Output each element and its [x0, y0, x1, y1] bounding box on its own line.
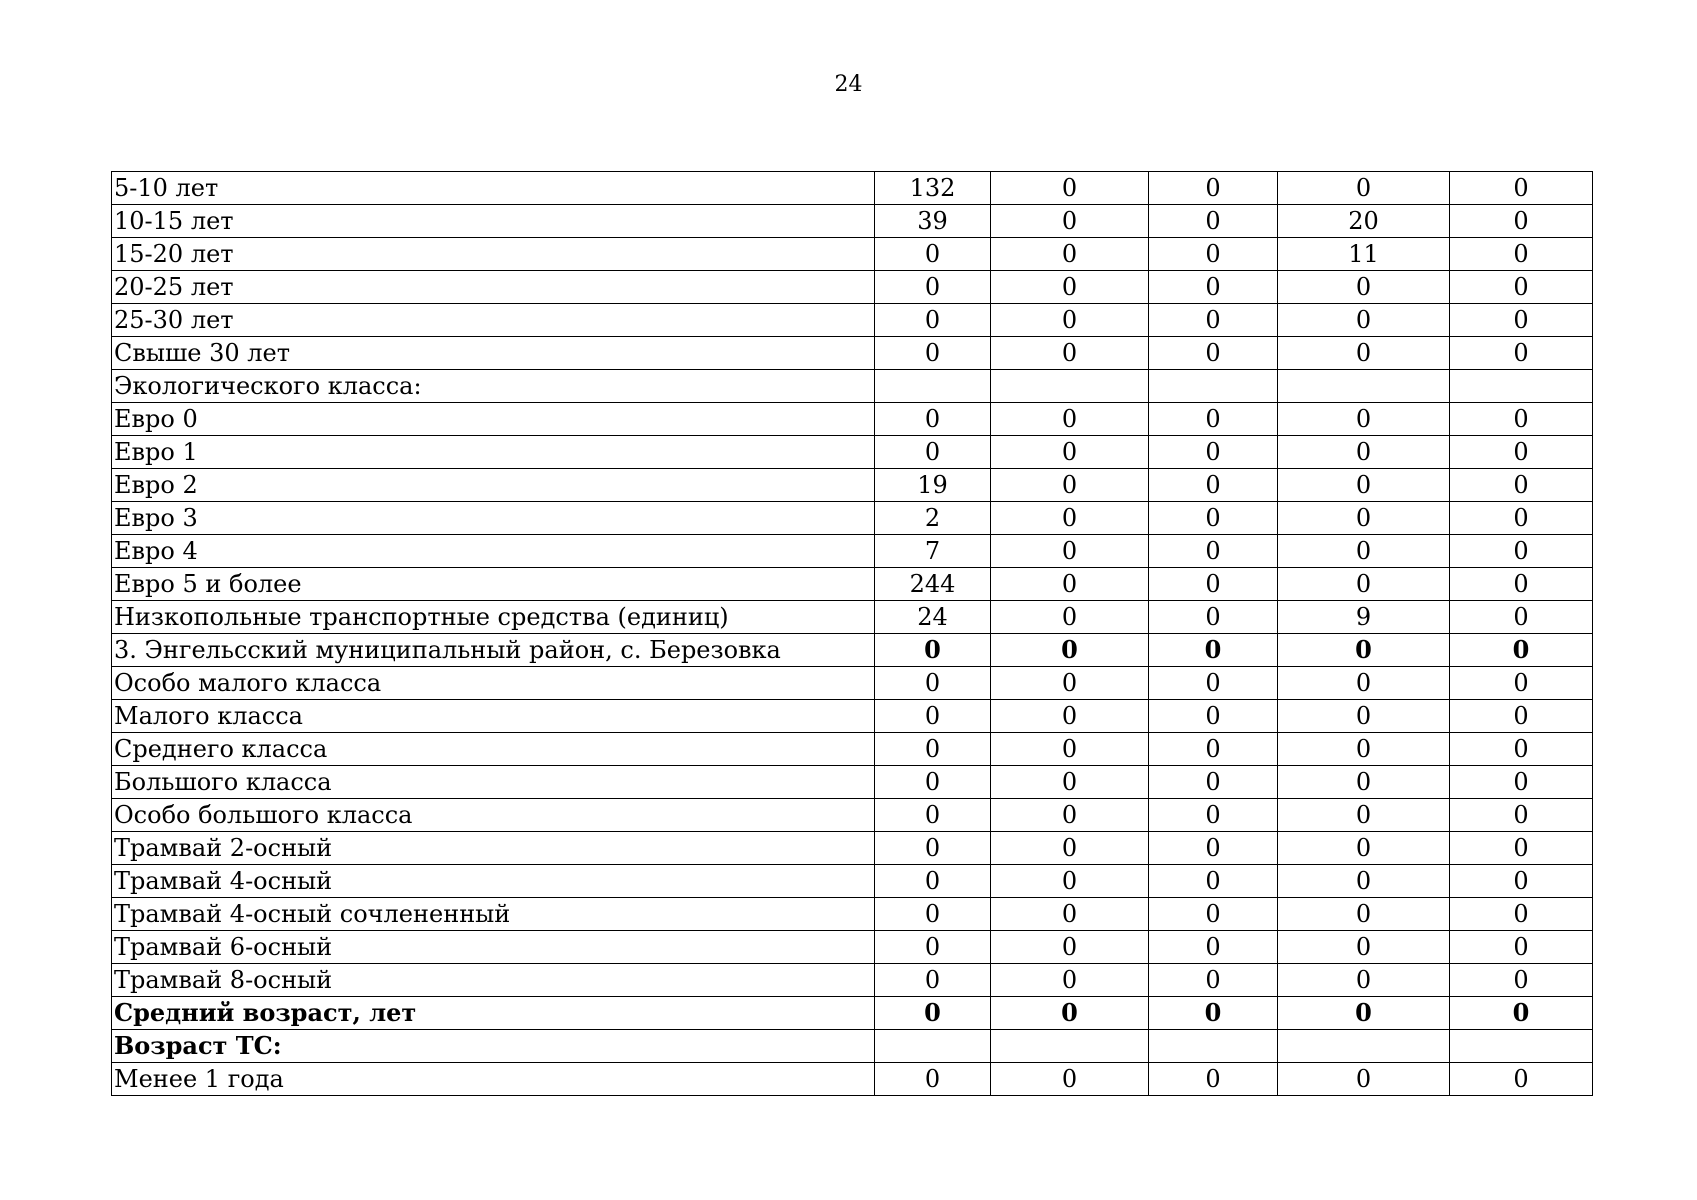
table-row	[112, 238, 1593, 271]
value-cell-col2: 0	[991, 601, 1149, 634]
value-cell-col5: 0	[1450, 601, 1593, 634]
value-cell-col4: 0	[1278, 271, 1450, 304]
table-row	[112, 733, 1593, 766]
value-cell-col1: 0	[875, 403, 991, 436]
value-cell-col1: 0	[875, 634, 991, 667]
value-cell-col1: 0	[875, 931, 991, 964]
value-cell-col3: 0	[1149, 1063, 1278, 1096]
value-cell-col3: 0	[1149, 238, 1278, 271]
table-row	[112, 766, 1593, 799]
value-cell-col4: 0	[1278, 634, 1450, 667]
value-cell-col5: 0	[1450, 436, 1593, 469]
value-cell-col2: 0	[991, 964, 1149, 997]
value-cell-col1: 0	[875, 304, 991, 337]
value-cell-col1: 0	[875, 238, 991, 271]
table-row	[112, 1063, 1593, 1096]
value-cell-col3	[1149, 370, 1278, 403]
value-cell-col4: 0	[1278, 535, 1450, 568]
value-cell-col1: 132	[875, 172, 991, 205]
value-cell-col2: 0	[991, 271, 1149, 304]
value-cell-col3: 0	[1149, 337, 1278, 370]
value-cell-col4: 0	[1278, 799, 1450, 832]
value-cell-col4: 0	[1278, 304, 1450, 337]
row-label: Трамвай 6-осный	[112, 931, 875, 964]
value-cell-col3: 0	[1149, 931, 1278, 964]
value-cell-col2: 0	[991, 469, 1149, 502]
value-cell-col3: 0	[1149, 403, 1278, 436]
value-cell-col4: 0	[1278, 502, 1450, 535]
value-cell-col2: 0	[991, 799, 1149, 832]
value-cell-col2: 0	[991, 898, 1149, 931]
table-row	[112, 568, 1593, 601]
value-cell-col2: 0	[991, 238, 1149, 271]
row-label: Менее 1 года	[112, 1063, 875, 1096]
table-row	[112, 634, 1593, 667]
value-cell-col5: 0	[1450, 997, 1593, 1030]
value-cell-col2	[991, 370, 1149, 403]
value-cell-col2: 0	[991, 700, 1149, 733]
value-cell-col5: 0	[1450, 403, 1593, 436]
value-cell-col4: 0	[1278, 568, 1450, 601]
value-cell-col2: 0	[991, 1063, 1149, 1096]
row-label: Свыше 30 лет	[112, 337, 875, 370]
row-label: 10-15 лет	[112, 205, 875, 238]
value-cell-col2: 0	[991, 733, 1149, 766]
table-row	[112, 205, 1593, 238]
value-cell-col1: 0	[875, 832, 991, 865]
data-table	[111, 171, 1593, 1096]
row-label: Евро 5 и более	[112, 568, 875, 601]
value-cell-col5: 0	[1450, 304, 1593, 337]
table-row	[112, 667, 1593, 700]
value-cell-col1	[875, 370, 991, 403]
value-cell-col5: 0	[1450, 733, 1593, 766]
value-cell-col4: 0	[1278, 1063, 1450, 1096]
table-row	[112, 337, 1593, 370]
value-cell-col2: 0	[991, 535, 1149, 568]
table-row	[112, 172, 1593, 205]
value-cell-col2: 0	[991, 337, 1149, 370]
value-cell-col4: 9	[1278, 601, 1450, 634]
value-cell-col5: 0	[1450, 766, 1593, 799]
value-cell-col3: 0	[1149, 997, 1278, 1030]
value-cell-col1: 0	[875, 898, 991, 931]
table-row	[112, 403, 1593, 436]
value-cell-col5: 0	[1450, 832, 1593, 865]
value-cell-col1: 0	[875, 1063, 991, 1096]
table-row	[112, 436, 1593, 469]
table-row	[112, 799, 1593, 832]
value-cell-col3: 0	[1149, 667, 1278, 700]
value-cell-col2: 0	[991, 865, 1149, 898]
row-label: 5-10 лет	[112, 172, 875, 205]
value-cell-col4: 0	[1278, 997, 1450, 1030]
value-cell-col1: 2	[875, 502, 991, 535]
value-cell-col4: 0	[1278, 667, 1450, 700]
value-cell-col3: 0	[1149, 502, 1278, 535]
value-cell-col1: 0	[875, 667, 991, 700]
row-label: 3. Энгельсский муниципальный район, с. Березовка	[112, 634, 875, 667]
table-row	[112, 1030, 1593, 1063]
value-cell-col5: 0	[1450, 667, 1593, 700]
row-label: Евро 1	[112, 436, 875, 469]
value-cell-col3: 0	[1149, 766, 1278, 799]
value-cell-col3: 0	[1149, 271, 1278, 304]
value-cell-col2	[991, 1030, 1149, 1063]
table-row	[112, 304, 1593, 337]
value-cell-col2: 0	[991, 766, 1149, 799]
value-cell-col5: 0	[1450, 271, 1593, 304]
value-cell-col3: 0	[1149, 304, 1278, 337]
value-cell-col5: 0	[1450, 964, 1593, 997]
value-cell-col4: 0	[1278, 898, 1450, 931]
value-cell-col4: 0	[1278, 766, 1450, 799]
value-cell-col1: 0	[875, 766, 991, 799]
value-cell-col1: 0	[875, 865, 991, 898]
value-cell-col3: 0	[1149, 700, 1278, 733]
row-label: Малого класса	[112, 700, 875, 733]
row-label: Экологического класса:	[112, 370, 875, 403]
row-label: Трамвай 2-осный	[112, 832, 875, 865]
row-label: Евро 4	[112, 535, 875, 568]
table-row	[112, 502, 1593, 535]
value-cell-col4: 0	[1278, 436, 1450, 469]
value-cell-col1: 0	[875, 271, 991, 304]
value-cell-col2: 0	[991, 667, 1149, 700]
value-cell-col5: 0	[1450, 931, 1593, 964]
value-cell-col5: 0	[1450, 337, 1593, 370]
value-cell-col2: 0	[991, 931, 1149, 964]
row-label: Возраст ТС:	[112, 1030, 875, 1063]
table-row	[112, 898, 1593, 931]
value-cell-col2: 0	[991, 997, 1149, 1030]
value-cell-col4: 0	[1278, 964, 1450, 997]
value-cell-col4: 11	[1278, 238, 1450, 271]
table-row	[112, 271, 1593, 304]
row-label: Евро 0	[112, 403, 875, 436]
value-cell-col5: 0	[1450, 238, 1593, 271]
value-cell-col2: 0	[991, 634, 1149, 667]
value-cell-col5: 0	[1450, 502, 1593, 535]
value-cell-col1: 7	[875, 535, 991, 568]
row-label: Особо малого класса	[112, 667, 875, 700]
value-cell-col4: 0	[1278, 733, 1450, 766]
table-row	[112, 700, 1593, 733]
value-cell-col4: 0	[1278, 832, 1450, 865]
value-cell-col4: 0	[1278, 700, 1450, 733]
value-cell-col1: 24	[875, 601, 991, 634]
value-cell-col3: 0	[1149, 865, 1278, 898]
value-cell-col1: 244	[875, 568, 991, 601]
value-cell-col3: 0	[1149, 172, 1278, 205]
value-cell-col3: 0	[1149, 469, 1278, 502]
value-cell-col2: 0	[991, 832, 1149, 865]
table-row	[112, 832, 1593, 865]
value-cell-col4: 0	[1278, 337, 1450, 370]
table-row	[112, 964, 1593, 997]
row-label: Трамвай 8-осный	[112, 964, 875, 997]
value-cell-col3: 0	[1149, 568, 1278, 601]
table-row	[112, 535, 1593, 568]
value-cell-col5: 0	[1450, 634, 1593, 667]
value-cell-col4	[1278, 1030, 1450, 1063]
value-cell-col5: 0	[1450, 1063, 1593, 1096]
row-label: Низкопольные транспортные средства (единиц)	[112, 601, 875, 634]
value-cell-col5: 0	[1450, 469, 1593, 502]
row-label: 15-20 лет	[112, 238, 875, 271]
table-row	[112, 370, 1593, 403]
value-cell-col1: 0	[875, 799, 991, 832]
value-cell-col3: 0	[1149, 832, 1278, 865]
row-label: Трамвай 4-осный	[112, 865, 875, 898]
value-cell-col2: 0	[991, 403, 1149, 436]
value-cell-col3: 0	[1149, 898, 1278, 931]
value-cell-col5: 0	[1450, 172, 1593, 205]
value-cell-col4: 0	[1278, 403, 1450, 436]
value-cell-col3: 0	[1149, 733, 1278, 766]
value-cell-col3: 0	[1149, 799, 1278, 832]
value-cell-col1	[875, 1030, 991, 1063]
value-cell-col1: 0	[875, 733, 991, 766]
row-label: 25-30 лет	[112, 304, 875, 337]
value-cell-col4: 20	[1278, 205, 1450, 238]
value-cell-col3: 0	[1149, 535, 1278, 568]
value-cell-col4	[1278, 370, 1450, 403]
row-label: Трамвай 4-осный сочлененный	[112, 898, 875, 931]
value-cell-col2: 0	[991, 502, 1149, 535]
table-row	[112, 469, 1593, 502]
value-cell-col5: 0	[1450, 535, 1593, 568]
row-label: Средний возраст, лет	[112, 997, 875, 1030]
row-label: Большого класса	[112, 766, 875, 799]
value-cell-col3	[1149, 1030, 1278, 1063]
value-cell-col3: 0	[1149, 964, 1278, 997]
row-label: Евро 3	[112, 502, 875, 535]
value-cell-col5	[1450, 1030, 1593, 1063]
value-cell-col4: 0	[1278, 865, 1450, 898]
row-label: Евро 2	[112, 469, 875, 502]
row-label: 20-25 лет	[112, 271, 875, 304]
value-cell-col3: 0	[1149, 436, 1278, 469]
value-cell-col2: 0	[991, 436, 1149, 469]
value-cell-col1: 19	[875, 469, 991, 502]
value-cell-col3: 0	[1149, 205, 1278, 238]
value-cell-col1: 0	[875, 337, 991, 370]
value-cell-col5: 0	[1450, 865, 1593, 898]
value-cell-col3: 0	[1149, 601, 1278, 634]
table-row	[112, 931, 1593, 964]
table-row	[112, 601, 1593, 634]
value-cell-col2: 0	[991, 304, 1149, 337]
value-cell-col1: 39	[875, 205, 991, 238]
value-cell-col4: 0	[1278, 172, 1450, 205]
value-cell-col5: 0	[1450, 898, 1593, 931]
value-cell-col5: 0	[1450, 568, 1593, 601]
table-container	[111, 171, 1593, 1096]
value-cell-col5: 0	[1450, 205, 1593, 238]
row-label: Особо большого класса	[112, 799, 875, 832]
value-cell-col1: 0	[875, 700, 991, 733]
value-cell-col1: 0	[875, 436, 991, 469]
page-number: 24	[834, 72, 863, 97]
value-cell-col5	[1450, 370, 1593, 403]
value-cell-col4: 0	[1278, 931, 1450, 964]
value-cell-col3: 0	[1149, 634, 1278, 667]
value-cell-col1: 0	[875, 997, 991, 1030]
table-row	[112, 865, 1593, 898]
value-cell-col1: 0	[875, 964, 991, 997]
value-cell-col5: 0	[1450, 700, 1593, 733]
value-cell-col2: 0	[991, 205, 1149, 238]
row-label: Среднего класса	[112, 733, 875, 766]
value-cell-col5: 0	[1450, 799, 1593, 832]
value-cell-col2: 0	[991, 568, 1149, 601]
table-row	[112, 997, 1593, 1030]
value-cell-col2: 0	[991, 172, 1149, 205]
value-cell-col4: 0	[1278, 469, 1450, 502]
table-body	[112, 172, 1593, 1096]
